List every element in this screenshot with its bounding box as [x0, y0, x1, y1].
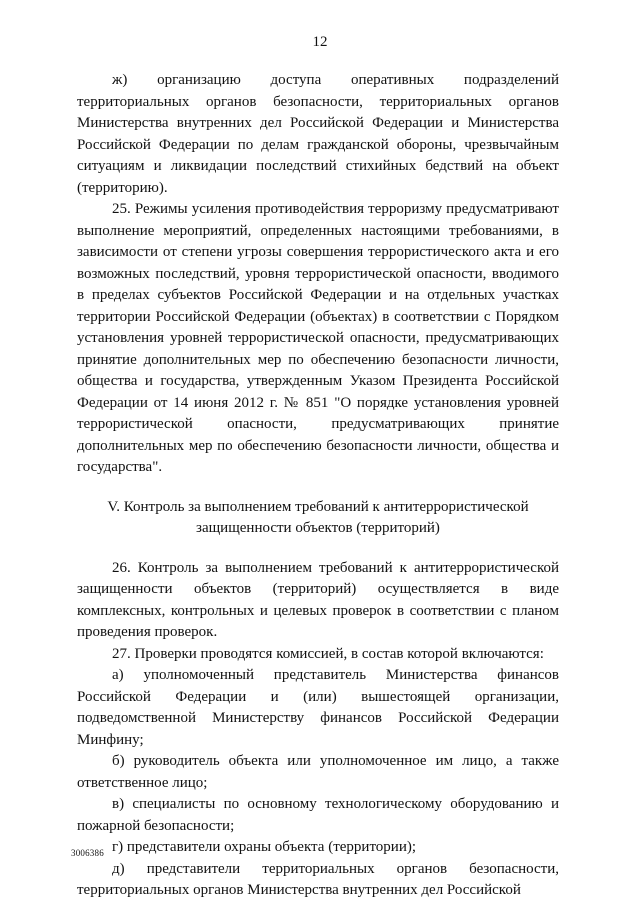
paragraph-item-a: а) уполномоченный представитель Министерства финансов Российской Федерации и (или) вышестоящей организации, подведомственной Министерству финансов Российской Федерации Минфину; — [77, 667, 559, 748]
paragraph-27: 27. Проверки проводятся комиссией, в состав которой включаются: — [112, 645, 544, 662]
paragraph-25: 25. Режимы усиления противодействия терроризму предусматривают выполнение мероприятий, определенных настоящими требованиями, в зависимости от степени угрозы совершения террористического акта и его возможных последствий, уровня террористической опасности, вводимого в пределах субъектов Российской Федерации и на отдельных участках территории Российской Федерации (объектах) в соответствии с Порядком установления уровней террористической опасности, предусматривающих принятие дополнительных мер по обеспечению безопасности личности, общества и государства, утвержденным Указом Президента Российской Федерации от 14 июня 2012 г. № 851 "О порядке установления уровней террористической опасности, предусматривающих принятие дополнительных мер по обеспечению безопасности личности, общества и государства". — [77, 201, 559, 475]
section-heading-line-2: защищенности объектов (территорий) — [196, 520, 440, 536]
section-heading — [77, 497, 559, 540]
paragraph-item-b: б) руководитель объекта или уполномоченное им лицо, а также ответственное лицо; — [77, 753, 559, 791]
paragraph-26: 26. Контроль за выполнением требований к антитеррористической защищенности объектов (территорий) осуществляется в виде комплексных, контрольных и целевых проверок в соответствии с планом проведения проверок. — [77, 559, 559, 640]
document-body — [77, 70, 559, 902]
section-heading-line-1: V. Контроль за выполнением требований к антитеррористической — [107, 498, 529, 515]
page-number: 12 — [312, 34, 328, 50]
paragraph-item-d: д) представители территориальных органов безопасности, территориальных органов Министерства внутренних дел Российской — [77, 860, 559, 898]
paragraph-item-zh: ж) организацию доступа оперативных подразделений территориальных органов безопасности, территориальных органов Министерства внутренних дел Российской Федерации и Министерства Российской Федерации по делам гражданской обороны, чрезвычайным ситуациям и ликвидации последствий стихийных бедствий на объект (территорию). — [77, 72, 559, 196]
paragraph-item-v: в) специалисты по основному технологическому оборудованию и пожарной безопасности; — [77, 796, 559, 834]
paragraph-item-g: г) представители охраны объекта (территории); — [112, 839, 417, 855]
document-code: 3006386 — [71, 848, 104, 858]
